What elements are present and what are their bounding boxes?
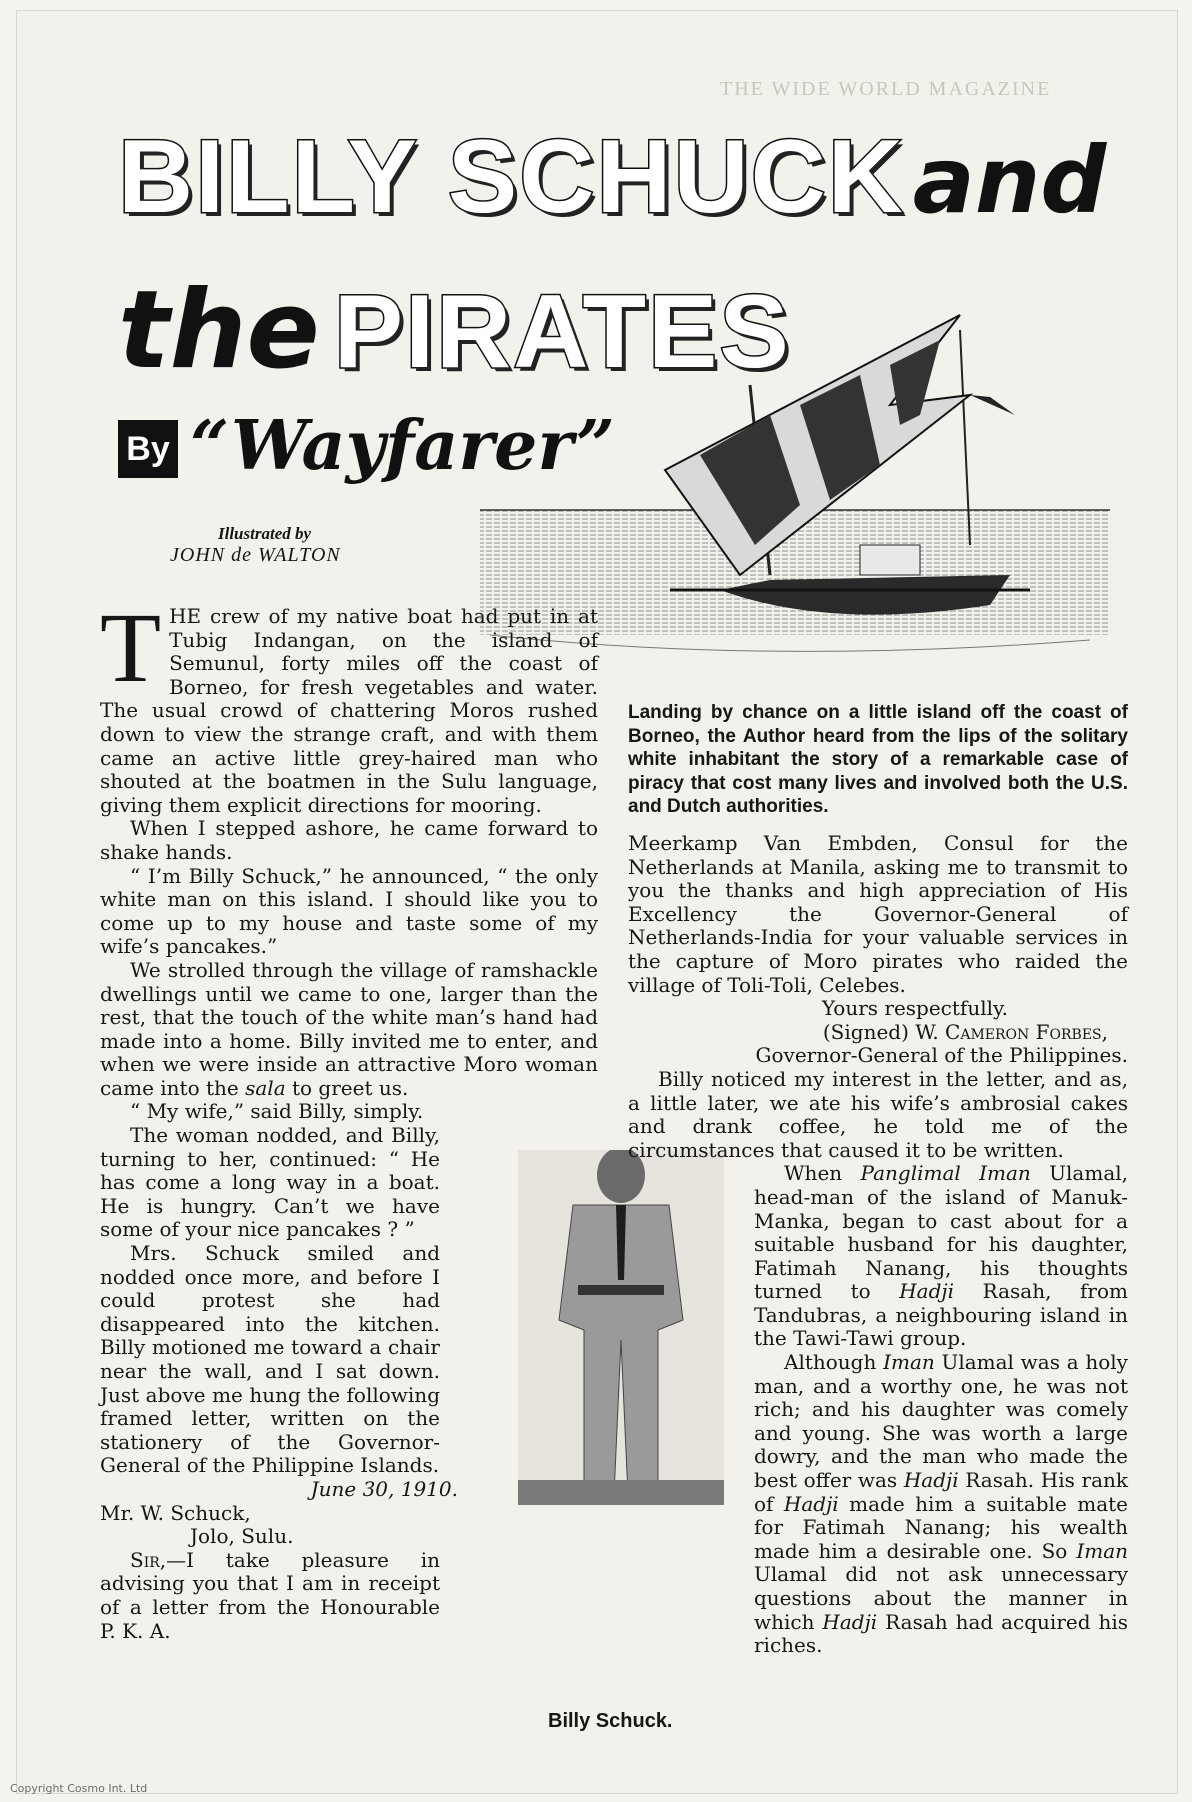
p4-iman: Iman [883,1350,935,1375]
letter-signature: (Signed) W. Cameron Forbes, [822,1019,1108,1044]
photo-caption: Billy Schuck. [548,1710,673,1732]
paragraph-iman-ulamal [754,1351,1128,1658]
paragraph-2: When I stepped ashore, he came forward to shake hands. [100,816,598,864]
sala-word: sala [245,1075,286,1100]
paragraph-7: Mrs. Schuck smiled and nodded once more, and before I could protest she had disappeared into the kitchen. Billy motioned me toward a chair near the wall, and I sat down. Just above me hung the following framed letter, written on the stationery of the Governor-General of the Philippine Islands. [100,1241,440,1478]
paragraph-5: “ My wife,” said Billy, simply. [130,1099,424,1124]
p4-b: Ulamal was a holy man, and a worthy one, he was not rich; and his daughter was comely and young. She was worth a large dowry, and the man who made the best offer was [754,1350,1128,1493]
letter-address-1: Mr. W. Schuck, [100,1500,251,1525]
illustrated-by-label: Illustrated by [218,524,312,543]
copyright-watermark: Copyright Cosmo Int. Ltd [10,1782,148,1795]
letter-address-2: Jolo, Sulu. [190,1524,294,1549]
paragraph-4 [100,959,598,1101]
standfirst: Landing by chance on a little island off the coast of Borneo, the Author heard from the lips of the solitary white inhabitant the story of a remarkable case of piracy that cost many lives and involved both the U.S. and Dutch authorities. [628,702,1128,817]
letter-body-text: —I take pleasure in advising you that I am in receipt of a letter from the Honourable P. K. A. [100,1547,440,1643]
paragraph-billy-noticed: Billy noticed my interest in the letter, and as, a little later, we ate his wife’s ambrosial cakes and drank coffee, he told me of the circumstances that caused it to be written. [628,1066,1128,1162]
p4-hadji-3: Hadji [822,1609,878,1634]
p4-hadji-2: Hadji [783,1491,839,1516]
p4-d: made him a suitable mate for Fatimah Nanang; his wealth made him a desirable one. So [754,1491,1129,1563]
by-monogram: By [118,420,178,478]
letter-date: June 30, 1910. [310,1476,458,1501]
letter-signatory-title: Governor-General of the Philippines. [755,1043,1128,1068]
p3-a: When [784,1161,861,1186]
p4-a: Although [784,1350,884,1375]
paragraph-4-text-a: We strolled through the village of ramshackle dwellings until we came to one, larger than the rest, that the touch of the white man’s hand had made into a home. Billy invited me to enter, and when we were inside an attractive Moro woman came into the [100,957,598,1100]
title-pirates: PIRATES [333,274,791,390]
p3-b: Ulamal, head-man of the island of Manuk-Manka, began to cast about for a suitable husband for his daughter, Fatimah Nanang, his thoughts turned to [754,1161,1128,1304]
title-billy-schuck: BILLY SCHUCK [118,119,905,235]
title-the: the [118,268,320,393]
p3-hadji: Hadji [899,1279,954,1304]
p3-c: Rasah, from Tandubras, a neighbouring island in the Tawi-Tawi group. [754,1279,1128,1351]
paragraph-4-text-b: to greet us. [285,1075,409,1100]
p4-f: Rasah had acquired his riches. [754,1609,1128,1658]
author-name: “Wayfarer” [190,406,615,486]
letter-closing: Yours respectfully. [821,996,1008,1021]
p3-title: Panglimal Iman [860,1161,1031,1186]
illustrator-name: JOHN de WALTON [170,544,341,566]
letter-continuation: Meerkamp Van Embden, Consul for the Netherlands at Manila, asking me to transmit to you the thanks and high appreciation of His Excellency the Governor-General of Netherlands-India for your valuable services in the capture of Moro pirates who raided the village of Toli-Toli, Celebes. [628,831,1128,997]
title-line-1 [118,118,1106,237]
p4-c: Rasah. His rank of [754,1468,1129,1516]
paragraph-1 [100,592,598,817]
ghost-running-head: THE WIDE WORLD MAGAZINE [720,78,1052,100]
paragraph-3: “ I’m Billy Schuck,” he announced, “ the only white man on this island. I should like you to come up to my house and taste some of my wife’s pancakes.” [100,863,598,959]
letter-salutation: Sir, [130,1547,167,1572]
paragraph-panglimal [754,1162,1128,1351]
right-column [628,832,1128,1658]
p4-e: Ulamal did not ask unnecessary questions about the manner in which [754,1562,1128,1634]
drop-cap: T [100,592,162,703]
letter-body [100,1549,440,1643]
paragraph-6: The woman nodded, and Billy, turning to her, continued: “ He has come a long way in a boat. He is hungry. Can’t we have some of your nice pancakes ? ” [100,1123,440,1242]
paragraph-1-text: HE crew of my native boat had put in at Tubig Indangan, on the island of Semunul, forty miles off the coast of Borneo, for fresh vegetables and water. The usual crowd of chattering Moros rushed down to view the strange craft, and with them came an active little grey-haired man who shouted at the boatmen in the Sulu language, giving them explicit directions for mooring. [100,604,598,817]
p4-iman-2: Iman [1076,1538,1128,1563]
signature-name: Cameron Forbes [945,1019,1102,1044]
signature-prefix: (Signed) W. [822,1019,946,1044]
title-and: and [912,127,1107,234]
p4-hadji-1: Hadji [903,1468,959,1493]
